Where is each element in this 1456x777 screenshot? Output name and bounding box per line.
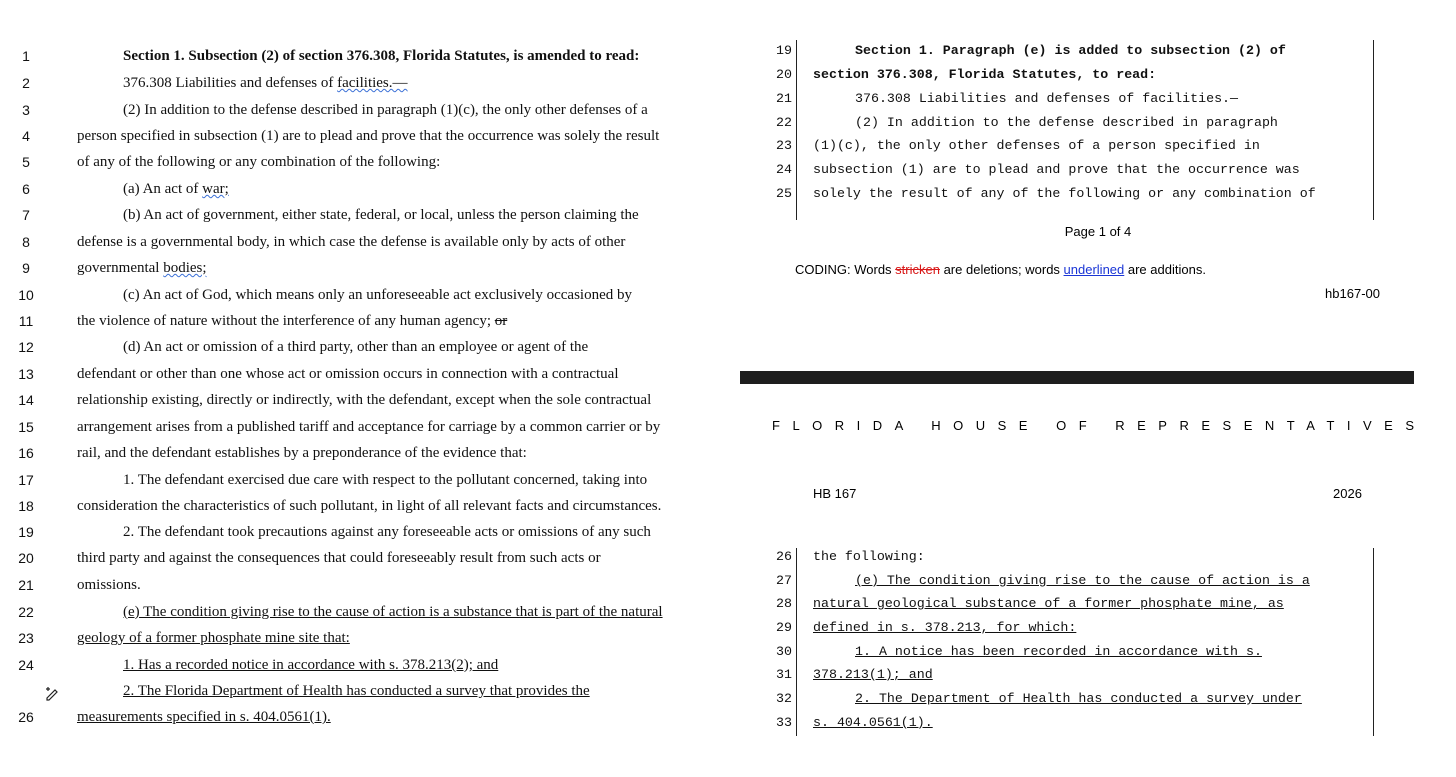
bill-line-number: 26	[776, 549, 792, 564]
line-text: (c) An act of God, which means only an unforeseeable act exclusively occasioned by	[123, 287, 632, 303]
line-number: 14	[18, 392, 34, 408]
document-id: hb167-00	[1325, 286, 1380, 301]
line-number: 13	[18, 366, 34, 382]
bill-line-number: 30	[776, 644, 792, 659]
line-number: 23	[18, 630, 34, 646]
line-text: defense is a governmental body, in which case the defense is available only by acts of other	[77, 234, 626, 250]
bill-added-text: 378.213(1); and	[813, 667, 933, 682]
draft-document[interactable]	[0, 0, 700, 777]
bill-added-text: 1. A notice has been recorded in accordance with s.	[855, 644, 1262, 659]
spellcheck-flagged-word[interactable]: facilities.—	[337, 75, 408, 91]
line-text: omissions.	[77, 577, 141, 593]
bill-line-number: 19	[776, 43, 792, 58]
line-number: 9	[22, 260, 30, 276]
coding-text: are additions.	[1124, 262, 1206, 277]
line-number: 5	[22, 154, 30, 170]
stricken-word: or	[494, 313, 508, 329]
draft-line	[0, 48, 700, 74]
bill-document[interactable]	[740, 0, 1456, 777]
left-margin-rule	[796, 548, 797, 736]
draft-line	[0, 550, 700, 576]
bill-line-number: 21	[776, 91, 792, 106]
draft-line	[0, 630, 700, 656]
bill-added-text: natural geological substance of a former phosphate mine, as	[813, 596, 1284, 611]
bill-line-text: solely the result of any of the following or any combination of	[813, 186, 1316, 201]
line-text: 1. The defendant exercised due care with respect to the pollutant concerned, taking into	[123, 472, 648, 488]
section-heading: Section 1. Subsection (2) of section 376.308, Florida Statutes, is amended to read:	[123, 48, 640, 64]
draft-line	[0, 128, 700, 154]
line-number: 12	[18, 339, 34, 355]
line-number: 22	[18, 604, 34, 620]
draft-line	[0, 339, 700, 365]
draft-line	[0, 392, 700, 418]
draft-line	[0, 181, 700, 207]
coding-text: CODING: Words	[795, 262, 896, 277]
bill-line-number: 24	[776, 162, 792, 177]
page-number-label: Page 1 of 4	[1064, 224, 1132, 239]
line-number: 21	[18, 577, 34, 593]
bill-section-heading: Section 1. Paragraph (e) is added to subsection (2) of	[855, 43, 1286, 58]
draft-line	[0, 709, 700, 735]
line-text: defendant or other than one whose act or omission occurs in connection with a contractual	[77, 366, 619, 382]
draft-line	[0, 154, 700, 180]
bill-added-text: 2. The Department of Health has conducted a survey under	[855, 691, 1302, 706]
line-text	[123, 75, 408, 92]
bill-added-text: s. 404.0561(1).	[813, 715, 933, 730]
added-text: (e) The condition giving rise to the cause of action is a substance that is part of the natural	[123, 604, 663, 620]
page-break-bar	[740, 371, 1414, 384]
line-text: person specified in subsection (1) are to plead and prove that the occurrence was solely the result	[77, 128, 660, 144]
bill-line-number: 22	[776, 115, 792, 130]
draft-line	[0, 313, 700, 339]
line-number: 11	[18, 313, 34, 329]
line-text: relationship existing, directly or indirectly, with the defendant, except when the sole contractual	[77, 392, 652, 408]
bill-line-text: the following:	[813, 549, 925, 564]
line-text	[77, 260, 207, 277]
line-text-part: 376.308 Liabilities and defenses of	[123, 75, 338, 91]
bill-line-text: subsection (1) are to plead and prove that the occurrence was	[813, 162, 1300, 177]
added-text: geology of a former phosphate mine site that:	[77, 630, 350, 646]
line-text: consideration the characteristics of such pollutant, in light of all relevant facts and circumstances.	[77, 498, 662, 514]
line-number: 7	[22, 207, 30, 223]
draft-line	[0, 445, 700, 471]
line-number: 20	[18, 550, 34, 566]
line-text: 2. The defendant took precautions against any foreseeable acts or omissions of any such	[123, 524, 651, 540]
draft-line	[0, 683, 700, 709]
coding-legend	[795, 262, 1206, 277]
bill-line-text: (2) In addition to the defense described in paragraph	[855, 115, 1278, 130]
draft-line	[0, 577, 700, 603]
draft-line	[0, 75, 700, 101]
line-number: 2	[22, 75, 30, 91]
line-number: 10	[18, 287, 34, 303]
added-text[interactable]: 2. The Florida Department of Health has conducted a survey that provides the	[123, 683, 590, 699]
line-text: rail, and the defendant establishes by a preponderance of the evidence that:	[77, 445, 527, 461]
line-number: 24	[18, 657, 34, 673]
coding-stricken-sample: stricken	[895, 262, 940, 277]
line-text-part: (a) An act of	[123, 181, 203, 197]
line-number: 19	[18, 524, 34, 540]
line-number: 17	[18, 472, 34, 488]
draft-line	[0, 657, 700, 683]
line-text	[77, 313, 507, 330]
draft-line	[0, 498, 700, 524]
bill-line-number: 31	[776, 667, 792, 682]
draft-line	[0, 207, 700, 233]
line-number: 6	[22, 181, 30, 197]
spellcheck-flagged-word[interactable]: war;	[202, 181, 229, 197]
line-text: third party and against the consequences that could foreseeably result from such acts or	[77, 550, 601, 566]
bill-added-text: defined in s. 378.213, for which:	[813, 620, 1077, 635]
bill-line-number: 32	[776, 691, 792, 706]
bill-line-text: 376.308 Liabilities and defenses of facilities.—	[855, 91, 1239, 106]
line-number: 16	[18, 445, 34, 461]
line-text: arrangement arises from a published tariff and acceptance for carriage by a common carrier or by	[77, 419, 661, 435]
draft-line	[0, 524, 700, 550]
line-text-part: governmental	[77, 260, 164, 276]
line-text: (b) An act of government, either state, federal, or local, unless the person claiming the	[123, 207, 639, 223]
draft-line	[0, 604, 700, 630]
line-text: (d) An act or omission of a third party, other than an employee or agent of the	[123, 339, 589, 355]
coding-underlined-sample: underlined	[1063, 262, 1125, 277]
line-number: 4	[22, 128, 30, 144]
bill-line-number: 27	[776, 573, 792, 588]
coding-text: are deletions; words	[939, 262, 1064, 277]
edit-pen-icon[interactable]	[44, 685, 60, 701]
bill-line-number: 25	[776, 186, 792, 201]
bill-added-text: (e) The condition giving rise to the cause of action is a	[855, 573, 1310, 588]
line-number: 15	[18, 419, 34, 435]
bill-line-number: 29	[776, 620, 792, 635]
line-number: 1	[22, 48, 30, 64]
right-margin-rule	[1373, 40, 1374, 220]
draft-line	[0, 234, 700, 260]
bill-number: HB 167	[813, 486, 857, 501]
line-number: 26	[18, 709, 34, 725]
bill-line-number: 23	[776, 138, 792, 153]
added-text: measurements specified in s. 404.0561(1).	[77, 709, 331, 725]
draft-line	[0, 260, 700, 286]
bill-line-number: 20	[776, 67, 792, 82]
draft-line	[0, 366, 700, 392]
line-text: of any of the following or any combination of the following:	[77, 154, 441, 170]
line-number: 18	[18, 498, 34, 514]
bill-section-heading: section 376.308, Florida Statutes, to read:	[813, 67, 1157, 82]
added-text: 1. Has a recorded notice in accordance with s. 378.213(2); and	[123, 657, 499, 673]
bill-line-number: 28	[776, 596, 792, 611]
draft-line	[0, 287, 700, 313]
bill-line-number: 33	[776, 715, 792, 730]
left-margin-rule	[796, 40, 797, 220]
draft-line	[0, 472, 700, 498]
spellcheck-flagged-word[interactable]: bodies;	[163, 260, 207, 276]
line-text: (2) In addition to the defense described in paragraph (1)(c), the only other defenses of a	[123, 102, 648, 118]
draft-line	[0, 102, 700, 128]
line-number: 3	[22, 102, 30, 118]
line-text-part: the violence of nature without the interference of any human agency;	[77, 313, 495, 329]
line-text	[123, 181, 229, 198]
bill-line-text: (1)(c), the only other defenses of a person specified in	[813, 138, 1260, 153]
line-number: 8	[22, 234, 30, 250]
house-header-title: FLORIDA HOUSE OF REPRESENTATIVES	[772, 418, 1427, 433]
right-margin-rule	[1373, 548, 1374, 736]
bill-year: 2026	[1333, 486, 1362, 501]
draft-line	[0, 419, 700, 445]
